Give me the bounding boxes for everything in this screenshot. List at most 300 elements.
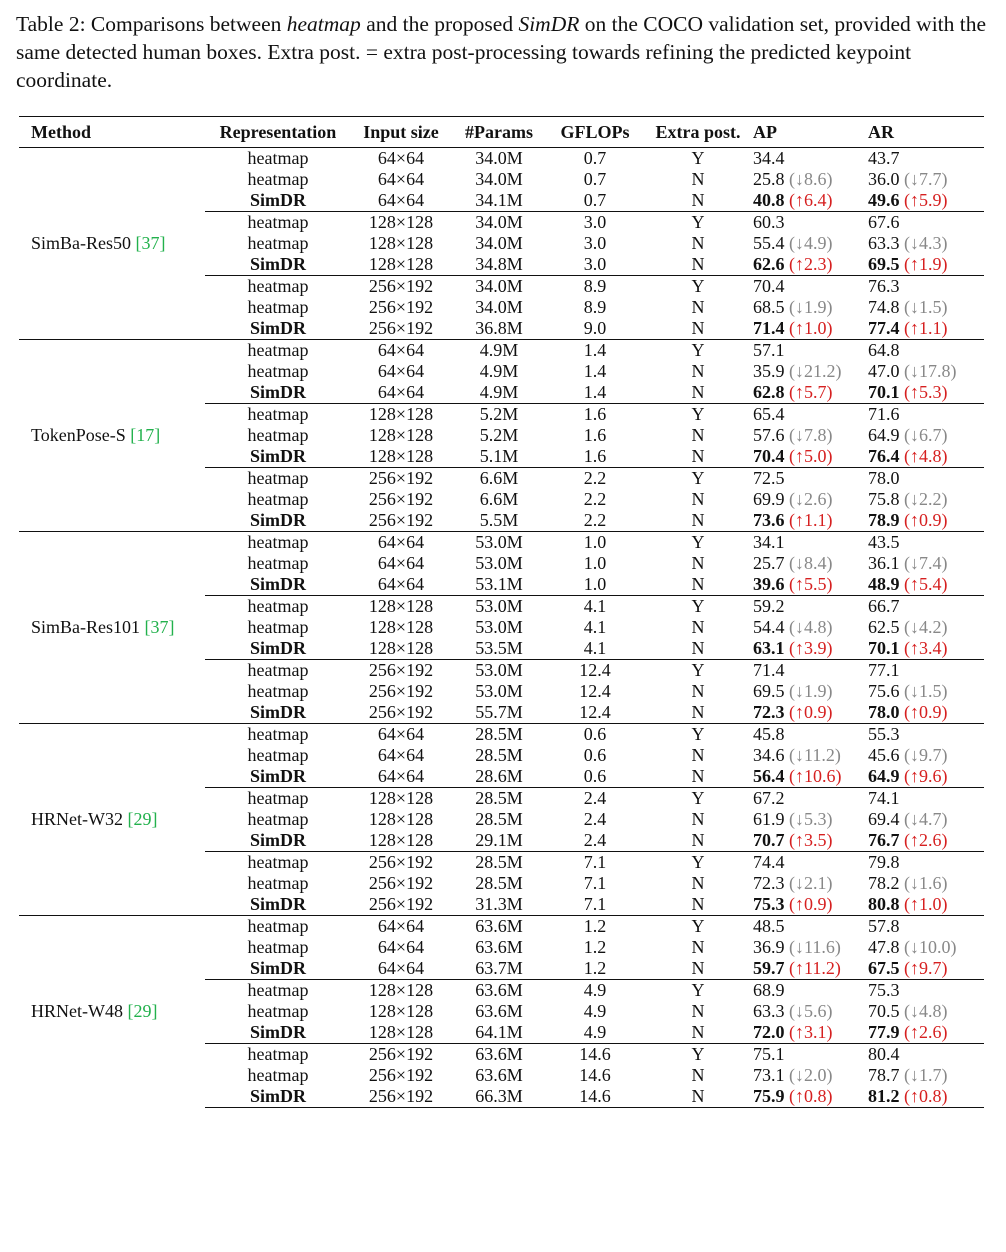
ar-delta: (↓7.7) [904, 169, 948, 189]
table-row [19, 916, 984, 938]
params-cell: 4.9M [479, 361, 519, 381]
input-size-cell: 128×128 [368, 446, 434, 466]
ap-delta: (↑0.8) [789, 1086, 833, 1106]
header-input-size: Input size [363, 121, 439, 142]
ar-delta: (↑1.0) [904, 894, 948, 914]
gflops-cell: 4.1 [583, 638, 607, 658]
ap-value: 35.9 [753, 361, 785, 381]
ar-cell [868, 553, 984, 574]
ap-cell [753, 980, 868, 1002]
ap-value: 68.5 [753, 297, 785, 317]
ap-cell [753, 212, 868, 234]
input-size-cell: 128×128 [368, 254, 434, 274]
ap-delta: (↓2.1) [789, 873, 833, 893]
ar-value: 67.5 [868, 958, 900, 978]
header-extra-post: Extra post. [655, 121, 741, 142]
gflops-cell: 2.2 [583, 510, 607, 530]
gflops-cell: 1.6 [583, 446, 607, 466]
gflops-cell: 4.1 [547, 596, 643, 618]
input-size-cell: 256×192 [368, 1065, 434, 1085]
params-cell: 64.1M [475, 1022, 523, 1042]
representation-cell: SimDR [249, 766, 306, 786]
ap-value: 36.9 [753, 937, 785, 957]
table-row [19, 532, 984, 554]
extra-post-cell: Y [643, 916, 753, 938]
ap-value: 74.4 [753, 852, 785, 872]
extra-post-cell: N [643, 1086, 753, 1108]
extra-post-cell: N [691, 574, 705, 594]
params-cell: 4.9M [479, 382, 519, 402]
ar-value: 78.7 [868, 1065, 900, 1085]
ar-cell [868, 489, 984, 510]
method-name: SimBa-Res50 [31, 233, 136, 253]
gflops-cell: 14.6 [547, 1044, 643, 1066]
gflops-cell: 1.4 [583, 361, 607, 381]
ap-value: 69.5 [753, 681, 785, 701]
representation-cell: heatmap [247, 361, 309, 381]
input-size-cell: 128×128 [368, 809, 434, 829]
params-cell: 5.1M [479, 446, 519, 466]
input-size-cell: 64×64 [377, 553, 425, 573]
ar-cell [868, 169, 984, 190]
params-cell: 34.0M [475, 169, 523, 189]
extra-post-cell: N [691, 681, 705, 701]
representation-cell: heatmap [247, 297, 309, 317]
params-cell: 28.6M [475, 766, 523, 786]
ar-cell [868, 276, 984, 298]
params-cell: 53.0M [451, 596, 547, 618]
gflops-cell: 0.7 [583, 190, 607, 210]
gflops-cell: 1.0 [583, 574, 607, 594]
header-ap: AP [753, 121, 777, 142]
input-size-cell: 128×128 [351, 788, 451, 810]
params-cell: 34.8M [475, 254, 523, 274]
ar-cell [868, 788, 984, 810]
ar-cell [868, 980, 984, 1002]
input-size-cell: 256×192 [368, 873, 434, 893]
gflops-cell: 9.0 [583, 318, 607, 338]
representation-cell: heatmap [247, 873, 309, 893]
caption-suffix: on the COCO validation set, provided with the same detected human boxes. Extra post. = extra post-processing towards refining the predicted keypoint coordinate. [16, 12, 987, 92]
gflops-cell: 2.4 [583, 830, 607, 850]
gflops-cell: 0.7 [583, 148, 607, 168]
input-size-cell: 64×64 [377, 958, 425, 978]
ar-value: 76.7 [868, 830, 900, 850]
ar-cell [868, 1044, 984, 1066]
ar-value: 62.5 [868, 617, 900, 637]
ap-cell [753, 510, 868, 532]
gflops-cell: 3.0 [583, 254, 607, 274]
ap-value: 57.1 [753, 340, 785, 360]
params-cell: 36.8M [475, 318, 523, 338]
ar-value: 74.8 [868, 297, 900, 317]
ar-cell [868, 148, 984, 170]
representation-cell: heatmap [247, 1065, 309, 1085]
ar-value: 77.9 [868, 1022, 900, 1042]
method-cell [19, 340, 205, 532]
ap-value: 48.5 [753, 916, 785, 936]
ap-cell [753, 660, 868, 682]
ar-cell [868, 297, 984, 318]
representation-cell: SimDR [249, 574, 306, 594]
caption-em-heatmap: heatmap [286, 12, 361, 36]
representation-cell: heatmap [205, 724, 351, 746]
ar-value: 75.8 [868, 489, 900, 509]
ar-delta: (↑0.9) [904, 510, 948, 530]
input-size-cell: 64×64 [377, 574, 425, 594]
representation-cell: SimDR [249, 830, 306, 850]
gflops-cell: 2.2 [547, 468, 643, 490]
ap-cell [753, 489, 868, 510]
params-cell: 28.5M [451, 852, 547, 874]
gflops-cell: 12.4 [579, 681, 611, 701]
ap-cell [753, 553, 868, 574]
gflops-cell: 1.4 [547, 340, 643, 362]
header-params: #Params [465, 121, 533, 142]
params-cell: 31.3M [475, 894, 523, 914]
ar-delta: (↑5.9) [904, 190, 948, 210]
ar-cell [868, 1001, 984, 1022]
input-size-cell: 256×192 [351, 468, 451, 490]
params-cell: 63.6M [475, 937, 523, 957]
ar-delta: (↓4.7) [904, 809, 948, 829]
params-cell: 63.6M [451, 1044, 547, 1066]
ar-value: 75.3 [868, 980, 900, 1000]
ap-value: 60.3 [753, 212, 785, 232]
ar-delta: (↓4.8) [904, 1001, 948, 1021]
input-size-cell: 64×64 [377, 361, 425, 381]
ar-cell [868, 510, 984, 532]
ap-cell [753, 148, 868, 170]
extra-post-cell: N [691, 318, 705, 338]
params-cell: 63.6M [451, 916, 547, 938]
ap-value: 34.1 [753, 532, 785, 552]
input-size-cell: 128×128 [351, 596, 451, 618]
ap-delta: (↑1.0) [789, 318, 833, 338]
ap-cell [753, 638, 868, 660]
input-size-cell: 256×192 [351, 852, 451, 874]
extra-post-cell: N [691, 1001, 705, 1021]
params-cell: 53.0M [475, 617, 523, 637]
representation-cell: heatmap [247, 809, 309, 829]
caption-em-simdr: SimDR [518, 12, 580, 36]
ap-delta: (↓4.9) [789, 233, 833, 253]
method-name: SimBa-Res101 [31, 617, 145, 637]
ap-cell [753, 1044, 868, 1066]
method-cell [19, 916, 205, 1108]
ar-delta: (↓1.6) [904, 873, 948, 893]
representation-cell: heatmap [247, 1001, 309, 1021]
ar-cell [868, 404, 984, 426]
ap-cell [753, 169, 868, 190]
gflops-cell: 12.4 [547, 660, 643, 682]
ar-cell [868, 852, 984, 874]
ap-delta: (↑5.0) [789, 446, 833, 466]
extra-post-cell: Y [643, 1044, 753, 1066]
ar-value: 57.8 [868, 916, 900, 936]
ar-value: 43.7 [868, 148, 900, 168]
gflops-cell: 1.0 [583, 553, 607, 573]
ap-value: 56.4 [753, 766, 785, 786]
representation-cell: heatmap [205, 532, 351, 554]
extra-post-cell: N [691, 425, 705, 445]
input-size-cell: 128×128 [368, 425, 434, 445]
extra-post-cell: N [691, 766, 705, 786]
ap-value: 70.4 [753, 276, 785, 296]
gflops-cell: 1.0 [547, 532, 643, 554]
ar-value: 80.4 [868, 1044, 900, 1064]
ar-value: 55.3 [868, 724, 900, 744]
ap-cell [753, 617, 868, 638]
extra-post-cell: N [691, 702, 705, 722]
ap-cell [753, 574, 868, 596]
ap-value: 62.8 [753, 382, 785, 402]
ar-value: 76.3 [868, 276, 900, 296]
ap-cell [753, 809, 868, 830]
input-size-cell: 256×192 [351, 1086, 451, 1108]
ap-value: 25.7 [753, 553, 785, 573]
ar-cell [868, 916, 984, 938]
ar-cell [868, 446, 984, 468]
gflops-cell: 0.7 [583, 169, 607, 189]
params-cell: 53.0M [475, 553, 523, 573]
representation-cell: heatmap [247, 169, 309, 189]
gflops-cell: 4.9 [583, 1022, 607, 1042]
ar-cell [868, 745, 984, 766]
extra-post-cell: N [691, 958, 705, 978]
ap-delta: (↑10.6) [789, 766, 842, 786]
representation-cell: heatmap [247, 553, 309, 573]
extra-post-cell: Y [643, 212, 753, 234]
ar-delta: (↓7.4) [904, 553, 948, 573]
params-cell: 28.5M [451, 724, 547, 746]
ap-cell [753, 745, 868, 766]
extra-post-cell: Y [643, 340, 753, 362]
ar-delta: (↑0.8) [904, 1086, 948, 1106]
ap-delta: (↓8.6) [789, 169, 833, 189]
extra-post-cell: N [691, 873, 705, 893]
params-cell: 6.6M [479, 489, 519, 509]
ap-delta: (↑11.2) [789, 958, 841, 978]
ap-value: 73.6 [753, 510, 785, 530]
representation-cell: heatmap [247, 233, 309, 253]
input-size-cell: 128×128 [368, 830, 434, 850]
input-size-cell: 64×64 [351, 340, 451, 362]
representation-cell: SimDR [205, 1086, 351, 1108]
representation-cell: heatmap [205, 788, 351, 810]
extra-post-cell: N [691, 830, 705, 850]
ap-cell [753, 361, 868, 382]
ar-value: 77.4 [868, 318, 900, 338]
table-row [19, 724, 984, 746]
input-size-cell: 256×192 [368, 894, 434, 914]
method-citation: [37] [135, 233, 166, 253]
input-size-cell: 128×128 [368, 638, 434, 658]
gflops-cell: 7.1 [547, 852, 643, 874]
gflops-cell: 3.0 [583, 233, 607, 253]
method-name: HRNet-W32 [31, 809, 128, 829]
ap-delta: (↓7.8) [789, 425, 833, 445]
ap-value: 65.4 [753, 404, 785, 424]
ar-value: 79.8 [868, 852, 900, 872]
gflops-cell: 1.2 [583, 937, 607, 957]
params-cell: 28.5M [475, 873, 523, 893]
representation-cell: SimDR [249, 254, 306, 274]
params-cell: 28.5M [451, 788, 547, 810]
ap-delta: (↓1.9) [789, 297, 833, 317]
ap-value: 25.8 [753, 169, 785, 189]
ar-cell [868, 361, 984, 382]
ap-delta: (↓2.6) [789, 489, 833, 509]
ar-cell [868, 873, 984, 894]
ar-cell [868, 382, 984, 404]
table-caption [16, 10, 991, 94]
gflops-cell: 4.1 [583, 617, 607, 637]
gflops-cell: 2.4 [547, 788, 643, 810]
ap-cell [753, 788, 868, 810]
input-size-cell: 256×192 [368, 510, 434, 530]
representation-cell: heatmap [247, 425, 309, 445]
ar-cell [868, 596, 984, 618]
input-size-cell: 64×64 [377, 937, 425, 957]
params-cell: 55.7M [475, 702, 523, 722]
ar-value: 70.5 [868, 1001, 900, 1021]
extra-post-cell: N [691, 190, 705, 210]
ap-value: 71.4 [753, 318, 785, 338]
params-cell: 34.1M [475, 190, 523, 210]
ap-cell [753, 425, 868, 446]
ar-value: 78.0 [868, 702, 900, 722]
method-name: HRNet-W48 [31, 1001, 128, 1022]
ap-cell [753, 830, 868, 852]
ap-value: 70.7 [753, 830, 785, 850]
input-size-cell: 256×192 [368, 681, 434, 701]
ar-cell [868, 254, 984, 276]
ap-value: 72.3 [753, 873, 785, 893]
ar-value: 36.1 [868, 553, 900, 573]
ap-delta: (↓21.2) [789, 361, 842, 381]
params-cell: 6.6M [451, 468, 547, 490]
ar-value: 80.8 [868, 894, 900, 914]
method-cell [19, 148, 205, 340]
ar-cell [868, 638, 984, 660]
ar-value: 78.0 [868, 468, 900, 488]
input-size-cell: 64×64 [377, 382, 425, 402]
ap-delta: (↑3.9) [789, 638, 833, 658]
ap-delta: (↓2.0) [789, 1065, 833, 1085]
ap-delta: (↓8.4) [789, 553, 833, 573]
params-cell: 53.5M [475, 638, 523, 658]
gflops-cell: 2.4 [583, 809, 607, 829]
extra-post-cell: N [691, 169, 705, 189]
ap-value: 40.8 [753, 190, 785, 210]
ap-cell [753, 1086, 868, 1108]
ap-value: 54.4 [753, 617, 785, 637]
ar-cell [868, 425, 984, 446]
params-cell: 53.1M [475, 574, 523, 594]
input-size-cell: 128×128 [368, 1022, 434, 1042]
representation-cell: SimDR [249, 958, 306, 978]
input-size-cell: 64×64 [377, 745, 425, 765]
params-cell: 5.2M [479, 425, 519, 445]
ar-value: 36.0 [868, 169, 900, 189]
ar-value: 45.6 [868, 745, 900, 765]
ap-delta: (↓11.6) [789, 937, 841, 957]
representation-cell: heatmap [247, 937, 309, 957]
ap-cell [753, 1001, 868, 1022]
ar-value: 63.3 [868, 233, 900, 253]
extra-post-cell: Y [643, 980, 753, 1002]
ap-cell [753, 1022, 868, 1044]
table-row [19, 148, 984, 170]
representation-cell: heatmap [247, 148, 309, 168]
ar-cell [868, 660, 984, 682]
ar-value: 71.6 [868, 404, 900, 424]
ar-cell [868, 1086, 984, 1108]
extra-post-cell: Y [643, 660, 753, 682]
ap-cell [753, 873, 868, 894]
input-size-cell: 128×128 [368, 233, 434, 253]
params-cell: 66.3M [451, 1086, 547, 1108]
gflops-cell: 1.6 [547, 404, 643, 426]
ar-cell [868, 681, 984, 702]
ar-value: 76.4 [868, 446, 900, 466]
gflops-cell: 1.2 [583, 958, 607, 978]
ar-delta: (↓17.8) [904, 361, 957, 381]
ar-delta: (↑5.4) [904, 574, 948, 594]
gflops-cell: 1.4 [583, 382, 607, 402]
extra-post-cell: Y [643, 788, 753, 810]
ap-value: 59.2 [753, 596, 785, 616]
ap-cell [753, 916, 868, 938]
extra-post-cell: Y [643, 724, 753, 746]
ap-cell [753, 318, 868, 340]
input-size-cell: 64×64 [377, 148, 425, 168]
ar-cell [868, 894, 984, 916]
ar-value: 69.5 [868, 254, 900, 274]
method-cell [19, 724, 205, 916]
ap-value: 72.0 [753, 1022, 785, 1042]
ap-value: 45.8 [753, 724, 785, 744]
header-gflops: GFLOPs [560, 121, 630, 142]
ar-cell [868, 724, 984, 746]
ap-cell [753, 937, 868, 958]
params-cell: 28.5M [475, 809, 523, 829]
results-table [19, 116, 984, 1108]
header-representation: Representation [219, 121, 337, 142]
input-size-cell: 256×192 [368, 702, 434, 722]
ar-value: 74.1 [868, 788, 900, 808]
caption-mid: and the proposed [360, 12, 519, 36]
input-size-cell: 64×64 [377, 190, 425, 210]
representation-cell: heatmap [205, 660, 351, 682]
ar-cell [868, 468, 984, 490]
params-cell: 53.0M [475, 681, 523, 701]
representation-cell: SimDR [249, 382, 306, 402]
ar-cell [868, 574, 984, 596]
input-size-cell: 256×192 [368, 489, 434, 509]
extra-post-cell: N [691, 638, 705, 658]
input-size-cell: 128×128 [351, 980, 451, 1002]
extra-post-cell: N [691, 617, 705, 637]
ap-value: 68.9 [753, 980, 785, 1000]
ap-cell [753, 532, 868, 554]
ap-value: 69.9 [753, 489, 785, 509]
ar-value: 75.6 [868, 681, 900, 701]
representation-cell: heatmap [205, 212, 351, 234]
ap-delta: (↓5.3) [789, 809, 833, 829]
ap-value: 73.1 [753, 1065, 785, 1085]
